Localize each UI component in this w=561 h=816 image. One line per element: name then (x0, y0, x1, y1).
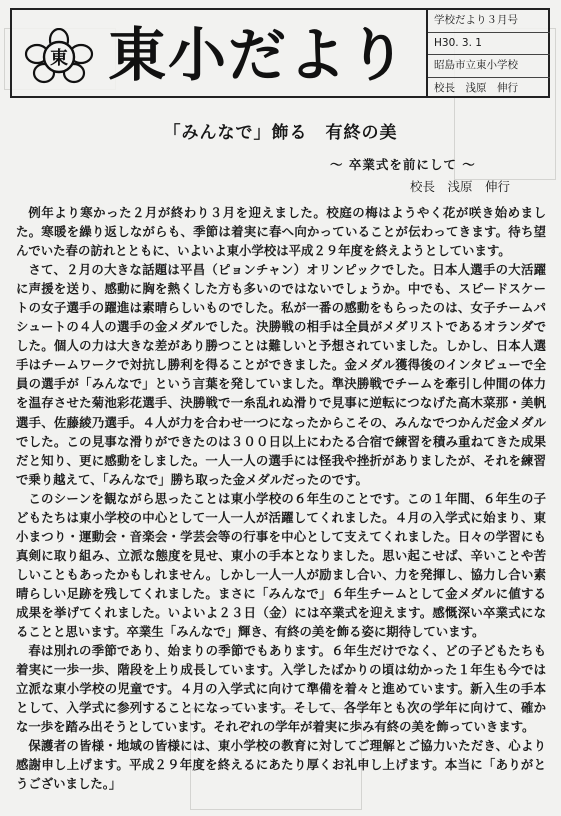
paragraph-4: 春は別れの季節であり、始まりの季節でもあります。６年生だけでなく、どの子どもたちも着実に一歩一歩、階段を上り成長しています。入学したばかりの頃は幼かった１年生も今では立派な東小学校の児童です。４月の入学式に向けて準備を着々と進めています。新入生の手本として、入学式に参列することになっています。そして、各学年とも次の学年に向けて、確かな一歩を踏み出そうとしています。それぞれの学年が着実に歩み有終の美を飾っていきます。 (16, 643, 546, 735)
paragraph-1: 例年より寒かった２月が終わり３月を迎えました。校庭の梅はようやく花が咲き始めました。寒暖を繰り返しながらも、季節は着実に春へ向かっていることが伝わってきます。待ち望んでいた春の訪れとともに、いよいよ東小学校は平成２９年度を終えようとしています。 (16, 205, 546, 259)
paragraph-3: このシーンを観ながら思ったことは東小学校の６年生のことです。この１年間、６年生の子どもたちは東小学校の中心として一人一人が活躍してくれました。４月の入学式に始まり、東小まつり・運動会・音楽会・学芸会等の行事を中心として支えてくれました。日々の学習にも真剣に取り組み、立派な態度を見せ、東小の手本となりました。思い起こせば、辛いことや苦しいこともあったかもしれません。しかし一人一人が励まし合い、力を発揮し、協力し合い素晴らしい足跡を残してくれました。まさに「みんなで」６年生チームとして金メダルに値する成果を挙げてくれました。いよいよ２３日（金）には卒業式を迎えます。感慨深い卒業式になることと思います。卒業生「みんなで」輝き、有終の美を飾る姿に期待しています。 (16, 490, 546, 640)
article-author: 校長 浅原 伸行 (410, 179, 511, 194)
school-emblem-icon (24, 28, 94, 84)
newsletter-title: 東小だより (108, 21, 409, 89)
emblem-character: 東 (50, 48, 68, 69)
article-headline: 「みんなで」飾る 有終の美 (163, 123, 398, 143)
masthead (10, 8, 550, 98)
paragraph-2: さて、２月の大きな話題は平昌（ピョンチャン）オリンピックでした。日本人選手の大活躍に声援を送り、感動に胸を熱くした方も多いのではないでしょうか。中でも、スピードスケートの女子選手の躍進は素晴らしいものでした。私が一番の感動をもらったのは、女子チームパシュートの４人の選手の金メダルでした。決勝戦の相手は全員がメダリストであるオランダでした。個人の力は大きな差があり勝つことは難しいと予想されていました。しかし、日本人選手はチームワークで対抗し勝利を得ることができました。金メダル獲得後のインタビューで全員の選手が「みんなで」という言葉を発していました。準決勝戦でチームを牽引し仲間の体力を温存させた菊池彩花選手、決勝戦で一糸乱れぬ滑りで見事に逆転につなげた高木菜那・美帆選手、佐藤綾乃選手。４人が力を合わせ一つになったからこその、みんなでつかんだ金メダルでした。この見事な滑りができたのは３００日以上にわたる合宿で練習を積み重ねてきた成果だと知り、更に感動をしました。一人一人の選手には怪我や挫折がありましたが、それを練習で乗り越えて、「みんなで」勝ち取った金メダルだったのです。 (16, 262, 546, 487)
school-name: 昭島市立東小学校 (428, 55, 550, 78)
article-subheadline: ～ 卒業式を前にして ～ (330, 157, 476, 172)
issue-date: H30. 3. 1 (428, 33, 550, 56)
article-body (16, 203, 546, 793)
paragraph-5: 保護者の皆様・地域の皆様には、東小学校の教育に対してご理解とご協力いただき、心より感謝申し上げます。平成２９年度を終えるにあたり厚くお礼申し上げます。本当に「ありがとうございました。」 (16, 738, 546, 792)
issue-info-box (426, 10, 550, 96)
principal-name: 校長 浅原 伸行 (434, 81, 518, 94)
issue-label: 学校だより３月号 (428, 10, 550, 33)
